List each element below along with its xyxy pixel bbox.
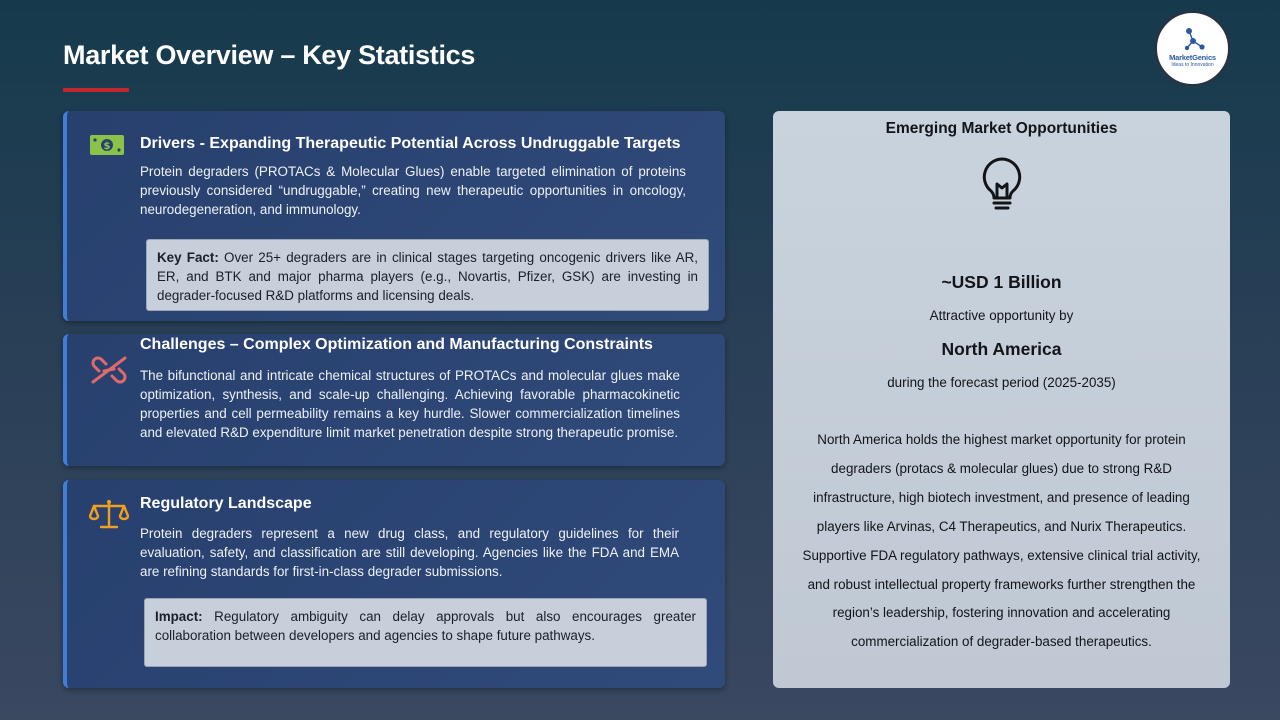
regulatory-body: Protein degraders represent a new drug class, and regulatory guidelines for their evaluation, safety, and classification are still developing. Agencies like the FDA and EMA are refining standards for first-in-class degrader submissions. — [140, 526, 679, 579]
market-amount: ~USD 1 Billion — [941, 272, 1062, 292]
impact-box — [144, 598, 707, 667]
money-icon — [89, 132, 125, 158]
impact-text: Regulatory ambiguity can delay approvals but also encourages greater collaboration between developers and agencies to shape future pathways. — [155, 609, 696, 643]
opportunities-panel — [773, 111, 1230, 688]
title-underline — [63, 88, 129, 92]
broken-link-icon — [89, 354, 129, 386]
page-title: Market Overview – Key Statistics — [63, 40, 476, 70]
opportunity-region: North America — [941, 339, 1062, 359]
drivers-card — [63, 111, 725, 321]
svg-text:$: $ — [103, 141, 111, 152]
regulatory-card — [63, 480, 725, 688]
molecule-icon — [1184, 27, 1206, 51]
opportunity-description: North America holds the highest market opportunity for protein degraders (protacs & molecular glues) due to strong R&D infrastructure, high biotech investment, and presence of leading players like Arvinas, C4 Therapeutics, and Nurix Therapeutics. Supportive FDA regulatory pathways, extensive clinical trial activity, and robust intellectual property frameworks further strengthen the region’s leadership, fostering innovation and accelerating commercialization of degrader-based therapeutics. — [802, 432, 1201, 650]
forecast-period: during the forecast period (2025-2035) — [887, 375, 1116, 390]
key-fact-box — [146, 239, 709, 311]
drivers-title: Drivers - Expanding Therapeutic Potential Across Undruggable Targets — [140, 135, 681, 152]
key-fact-label: Key Fact: — [157, 250, 219, 265]
challenges-body: The bifunctional and intricate chemical structures of PROTACs and molecular glues make optimization, synthesis, and scale-up challenging. Achieving favorable pharmacokinetic properties and cell permeability remains a key hurdle. Slower commercialization timelines and elevated R&D expenditure limit market penetration despite strong therapeutic promise. — [140, 368, 680, 440]
key-fact-text: Over 25+ degraders are in clinical stages targeting oncogenic drivers like AR, ER, and BTK and major pharma players (e.g., Novartis, Pfizer, GSK) are investing in degrader-focused R&D platforms and licensing deals. — [157, 250, 698, 303]
logo-tagline: Ideas to Innovation — [1171, 62, 1214, 68]
opportunities-title: Emerging Market Opportunities — [885, 120, 1118, 137]
challenges-title: Challenges – Complex Optimization and Manufacturing Constraints — [140, 336, 653, 353]
opportunity-line: Attractive opportunity by — [929, 308, 1074, 323]
challenges-card — [63, 334, 725, 466]
regulatory-title: Regulatory Landscape — [140, 495, 312, 512]
drivers-body: Protein degraders (PROTACs & Molecular Glues) enable targeted elimination of proteins previously considered “undruggable,” creating new therapeutic opportunities in oncology, neurodegeneration, and immunology. — [140, 164, 686, 217]
company-logo — [1155, 11, 1230, 86]
scales-icon — [89, 498, 129, 530]
lightbulb-icon — [979, 156, 1025, 212]
logo-name: MarketGenics — [1169, 53, 1216, 62]
impact-label: Impact: — [155, 609, 203, 624]
